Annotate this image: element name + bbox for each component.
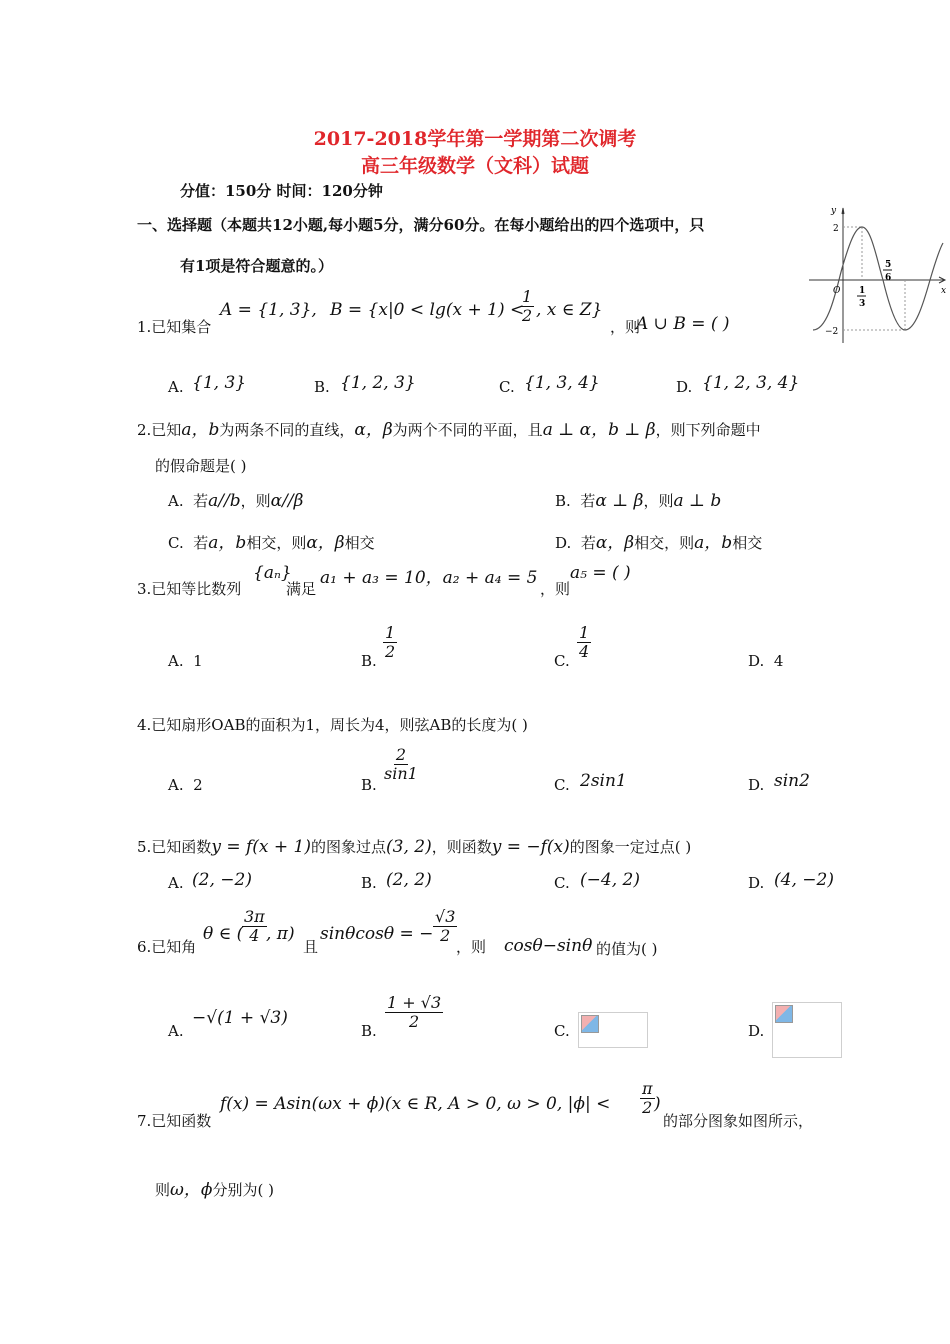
q7-function: f(x) = Asin(ωx + ϕ)(x ∈ R, A > 0, ω > 0, |ϕ| < bbox=[220, 1094, 611, 1114]
q6-option-b-letter[interactable]: B. bbox=[361, 1022, 377, 1040]
q6-theta-in: θ ∈ ( bbox=[203, 924, 244, 944]
q6-option-d-broken-image[interactable] bbox=[772, 1002, 842, 1058]
q1-option-a[interactable]: {1, 3} bbox=[192, 373, 247, 393]
q1-option-c[interactable]: {1, 3, 4} bbox=[524, 373, 600, 393]
q6-option-b[interactable]: $\frac{1 + √3}{2}$ bbox=[387, 993, 442, 1032]
q7-text-1: 的部分图象如图所示， bbox=[663, 1112, 814, 1130]
q2-option-b[interactable]: B. 若α ⊥ β，则a ⊥ b bbox=[555, 491, 722, 511]
q1-option-a-letter[interactable]: A. bbox=[168, 378, 184, 396]
q4-option-a[interactable]: A. 2 bbox=[168, 776, 203, 794]
q6-option-c-broken-image[interactable] bbox=[578, 1012, 648, 1048]
q5-option-d[interactable]: (4, −2) bbox=[774, 870, 834, 890]
graph-x-tick2-den: 6 bbox=[885, 273, 892, 283]
graph-origin-label: O bbox=[833, 286, 841, 296]
q7-fraction: $\frac{\pi}{2}$ bbox=[642, 1079, 653, 1118]
q7-prefix: 7.已知函数 bbox=[137, 1112, 212, 1130]
section-heading-line-2: 有1项是符合题意的。） bbox=[180, 257, 333, 275]
q1-suffix-text: ，则 bbox=[610, 318, 641, 336]
q7-line2: 则ω，ϕ分别为( ) bbox=[155, 1180, 274, 1200]
q4-text: 4.已知扇形OAB的面积为1，周长为4，则弦AB的长度为( ) bbox=[137, 716, 528, 734]
q4-option-b-letter[interactable]: B. bbox=[361, 776, 377, 794]
q6-expression: cosθ−sinθ bbox=[504, 936, 593, 956]
q6-option-a[interactable]: −√(1 + √3) bbox=[192, 1008, 288, 1028]
q2-line1: 2.已知a，b为两条不同的直线，α，β为两个不同的平面，且a ⊥ α，b ⊥ β，则下列命题中 bbox=[137, 420, 761, 440]
graph-x-tick2-num: 5 bbox=[885, 260, 892, 270]
q4-option-c-letter[interactable]: C. bbox=[554, 776, 570, 794]
q3-option-b-letter[interactable]: B. bbox=[361, 652, 377, 670]
q6-interval-fraction: $\frac{3\pi}{4}$ bbox=[244, 907, 265, 946]
q6-option-a-letter[interactable]: A. bbox=[168, 1022, 184, 1040]
q6-option-d-letter[interactable]: D. bbox=[748, 1022, 765, 1040]
q1-set-a: A = {1, 3}, bbox=[220, 300, 317, 320]
q1-option-d[interactable]: {1, 2, 3, 4} bbox=[702, 373, 800, 393]
q1-set-b-right: , x ∈ Z} bbox=[536, 300, 603, 320]
q6-text-3: 的值为( ) bbox=[596, 940, 658, 958]
graph-x-tick1-num: 1 bbox=[859, 286, 866, 296]
q5-option-a[interactable]: (2, −2) bbox=[192, 870, 252, 890]
q6-product: sinθcosθ = − bbox=[320, 924, 434, 944]
section-heading-line-1: 一、选择题（本题共12小题,每小题5分，满分60分。在每小题给出的四个选项中，只 bbox=[137, 216, 705, 234]
graph-x-label: x bbox=[941, 286, 947, 296]
q3-text-2: ，则 bbox=[540, 580, 571, 598]
q7-close: ) bbox=[654, 1094, 661, 1114]
graph-curve bbox=[813, 227, 943, 330]
q5-option-c[interactable]: (−4, 2) bbox=[580, 870, 640, 890]
q3-option-b[interactable]: $\frac{1}{2}$ bbox=[385, 623, 396, 662]
q5-option-c-letter[interactable]: C. bbox=[554, 874, 570, 892]
q3-option-c-letter[interactable]: C. bbox=[554, 652, 570, 670]
q3-condition: a₁ + a₃ = 10，a₂ + a₄ = 5 bbox=[320, 568, 538, 588]
q1-set-b-left: B = {x|0 < lg(x + 1) < bbox=[330, 300, 525, 320]
q4-option-d-letter[interactable]: D. bbox=[748, 776, 765, 794]
q2-option-d[interactable]: D. 若α，β相交，则a，b相交 bbox=[555, 533, 763, 553]
q3-sequence: {aₙ} bbox=[253, 563, 292, 583]
q5-option-a-letter[interactable]: A. bbox=[168, 874, 184, 892]
q3-option-c[interactable]: $\frac{1}{4}$ bbox=[579, 623, 590, 662]
graph-x-tick1-den: 3 bbox=[859, 299, 866, 309]
graph-y-min-label: −2 bbox=[825, 327, 839, 337]
broken-image-icon bbox=[775, 1005, 793, 1023]
q2-line2: 的假命题是( ) bbox=[155, 457, 247, 475]
broken-image-icon bbox=[581, 1015, 599, 1033]
q3-option-d[interactable]: D. 4 bbox=[748, 652, 784, 670]
q1-option-b[interactable]: {1, 2, 3} bbox=[340, 373, 416, 393]
q6-interval-end: , π) bbox=[266, 924, 295, 944]
graph-y-label: y bbox=[831, 206, 837, 216]
q6-option-c-letter[interactable]: C. bbox=[554, 1022, 570, 1040]
title-line-1: 2017-2018学年第一学期第二次调考 bbox=[313, 128, 637, 150]
q6-prefix: 6.已知角 bbox=[137, 938, 197, 956]
q6-text-1: 且 bbox=[303, 938, 319, 956]
q2-option-a[interactable]: A. 若a//b，则α//β bbox=[168, 491, 304, 511]
q5-option-b[interactable]: (2, 2) bbox=[386, 870, 432, 890]
q4-option-c[interactable]: 2sin1 bbox=[580, 771, 627, 791]
graph-y-max-label: 2 bbox=[833, 224, 839, 234]
q5-option-d-letter[interactable]: D. bbox=[748, 874, 765, 892]
q3-ask: a₅ = ( ) bbox=[570, 563, 631, 583]
q3-text-1: 满足 bbox=[286, 580, 317, 598]
sine-graph bbox=[805, 205, 947, 345]
q6-root-fraction: $\frac{√3}{2}$ bbox=[435, 907, 456, 946]
exam-meta: 分值：150分 时间：120分钟 bbox=[180, 182, 383, 200]
q5-option-b-letter[interactable]: B. bbox=[361, 874, 377, 892]
q1-prefix: 1.已知集合 bbox=[137, 318, 212, 336]
q2-option-c[interactable]: C. 若a，b相交，则α，β相交 bbox=[168, 533, 375, 553]
q5-text: 5.已知函数y = f(x + 1)的图象过点(3, 2)，则函数y = −f(x)的图象一定过点( ) bbox=[137, 837, 692, 857]
q6-text-2: ，则 bbox=[456, 938, 487, 956]
q4-option-d[interactable]: sin2 bbox=[774, 771, 810, 791]
title-line-2: 高三年级数学（文科）试题 bbox=[360, 155, 589, 177]
q3-option-a[interactable]: A. 1 bbox=[168, 652, 203, 670]
q1-option-d-letter[interactable]: D. bbox=[676, 378, 693, 396]
q1-option-c-letter[interactable]: C. bbox=[499, 378, 515, 396]
q1-ask: A ∪ B = ( ) bbox=[636, 314, 730, 334]
q4-option-b[interactable]: $\frac{2}{\sin 1}$ bbox=[384, 745, 418, 784]
q1-option-b-letter[interactable]: B. bbox=[314, 378, 330, 396]
q1-fraction: $\frac{1}{2}$ bbox=[522, 287, 533, 326]
q3-prefix: 3.已知等比数列 bbox=[137, 580, 242, 598]
